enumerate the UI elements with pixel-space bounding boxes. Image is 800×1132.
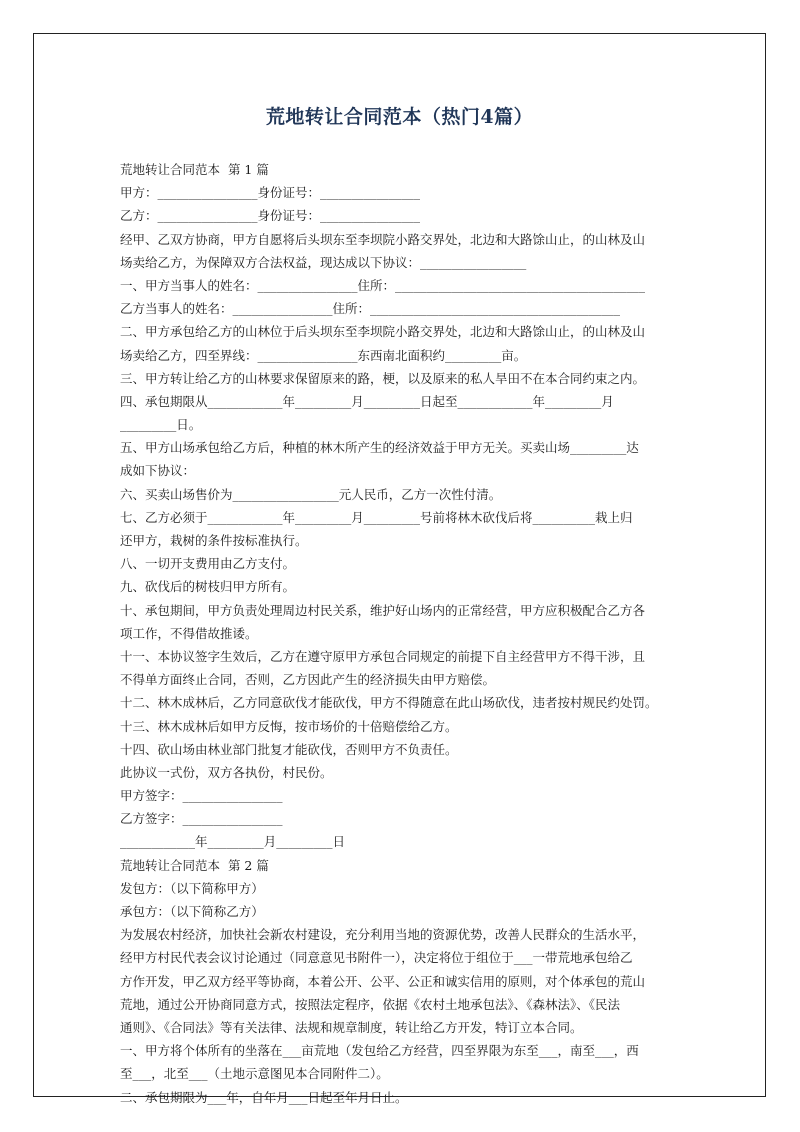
- text-line: 五、甲方山场承包给乙方后，种植的林木所产生的经济效益于甲方无关。买卖山场_________达: [120, 440, 639, 456]
- text-line: 十、承包期间，甲方负责处理周边村民关系，维护好山场内的正常经营，甲方应积极配合乙方各: [120, 602, 646, 618]
- text-line: 方作开发，甲乙双方经平等协商，本着公开、公平、公正和诚实信用的原则，对个体承包的荒山: [120, 973, 646, 989]
- text-line: 至___，北至___（土地示意图见本合同附件二）。: [120, 1066, 389, 1082]
- text-line: 乙方：________________身份证号：________________: [120, 208, 421, 224]
- text-line: 荒地，通过公开协商同意方式，按照法定程序，依据《农村土地承包法》、《森林法》、《民法: [120, 996, 621, 1012]
- text-line: 二、甲方承包给乙方的山林位于后头坝东至李坝院小路交界处，北边和大路馀山止，的山林及山: [120, 324, 646, 340]
- text-line: 还甲方，栽树的条件按标准执行。: [120, 533, 308, 548]
- text-line: 一、甲方将个体所有的坐落在___亩荒地（发包给乙方经营，四至界限为东至___，南至___，西: [120, 1043, 639, 1059]
- text-line: ____________年_________月_________日: [120, 834, 346, 850]
- text-line: 荒地转让合同范本 第 1 篇: [120, 162, 269, 177]
- text-line: 场卖给乙方，四至界线：________________东西南北面积约_________亩。: [120, 347, 527, 363]
- text-line: 二、承包期限为___年，自年月___日起至年月日止。: [120, 1089, 408, 1105]
- text-line: 三、甲方转让给乙方的山林要求保留原来的路，梗，以及原来的私人旱田不在本合同约束之内。: [120, 370, 646, 386]
- text-line: 项工作，不得借故推诿。: [120, 625, 258, 641]
- text-line: 经甲方村民代表会议讨论通过（同意意见书附件一），决定将位于组位于___一带荒地承包给乙: [120, 950, 633, 966]
- text-line: 十二、林木成林后，乙方同意砍伐才能砍伐，甲方不得随意在此山场砍伐，违者按村规民约处罚。: [120, 695, 658, 711]
- text-line: 场卖给乙方，为保障双方合法权益，现达成以下协议：_________________: [120, 254, 527, 270]
- document-title: 荒地转让合同范本（热门4篇）: [265, 106, 534, 128]
- text-line: 成如下协议：: [120, 463, 196, 479]
- text-line: 为发展农村经济，加快社会新农村建设，充分利用当地的资源优势，改善人民群众的生活水平，: [120, 927, 646, 943]
- text-line: 甲方签字：________________: [120, 788, 283, 804]
- text-line: 八、一切开支费用由乙方支付。: [120, 556, 296, 572]
- document-body: [120, 158, 682, 1109]
- text-line: 发包方：（以下简称甲方）: [120, 880, 264, 896]
- text-line: 九、砍伐后的树枝归甲方所有。: [120, 579, 296, 595]
- text-line: 经甲、乙双方协商，甲方自愿将后头坝东至李坝院小路交界处，北边和大路馀山止，的山林及山: [120, 231, 646, 247]
- text-line: 十四、砍山场由林业部门批复才能砍伐，否则甲方不负责任。: [120, 741, 458, 757]
- text-line: 甲方：________________身份证号：________________: [120, 185, 421, 201]
- text-line: 通则》、《合同法》等有关法律、法规和规章制度，转让给乙方开发，特订立本合同。: [120, 1019, 583, 1035]
- text-line: 此协议一式份，双方各执份，村民份。: [120, 764, 333, 780]
- text-line: 荒地转让合同范本 第 2 篇: [120, 857, 269, 873]
- text-line: _________日。: [120, 417, 202, 433]
- text-line: 乙方当事人的姓名：________________住所：________________________________________: [120, 301, 621, 317]
- text-line: 四、承包期限从____________年_________月_________日起至____________年_________月: [120, 393, 614, 409]
- text-line: 十一、本协议签字生效后，乙方在遵守原甲方承包合同规定的前提下自主经营甲方不得干涉，且: [120, 648, 646, 664]
- text-line: 乙方签字：________________: [120, 811, 283, 827]
- text-line: 六、买卖山场售价为_________________元人民币，乙方一次性付清。: [120, 486, 502, 502]
- text-line: 一、甲方当事人的姓名：________________住所：________________________________________: [120, 277, 646, 293]
- text-line: 不得单方面终止合同，否则，乙方因此产生的经济损失由甲方赔偿。: [120, 672, 496, 688]
- text-line: 七、乙方必须于____________年_________月_________号前将林木砍伐后将__________栽上归: [120, 509, 633, 525]
- text-line: 承包方：（以下简称乙方）: [120, 904, 264, 919]
- text-line: 十三、林木成林后如甲方反悔，按市场价的十倍赔偿给乙方。: [120, 718, 458, 734]
